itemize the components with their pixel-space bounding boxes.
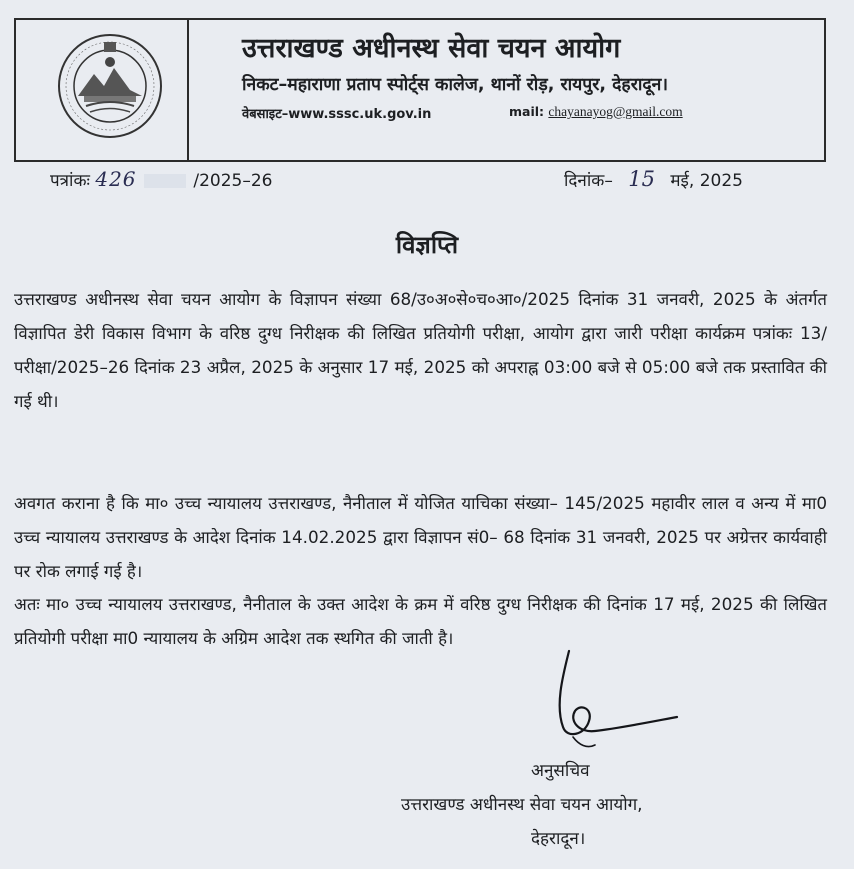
signatory-organization: उत्तराखण्ड अधीनस्थ सेवा चयन आयोग,	[401, 795, 643, 815]
signatory-city: देहरादून।	[531, 829, 586, 849]
notice-paragraph-3: अतः मा० उच्च न्यायालय उत्तराखण्ड, नैनीताल के उक्त आदेश के क्रम में वरिष्ठ दुग्ध निरीक्षक की दिनांक 17 मई, 2025 की लिखित प्रतियोगी परीक्षा मा0 न्यायालय के अग्रिम आदेश तक स्थगित की जाती है।	[14, 594, 827, 648]
mail-address-link[interactable]: chayanayog@gmail.com	[548, 104, 683, 119]
reference-handwritten-number: 426	[95, 167, 137, 191]
organization-name: उत्तराखण्ड अधीनस्थ सेवा चयन आयोग	[242, 33, 621, 64]
handwritten-signature	[545, 645, 695, 755]
letterhead-divider	[187, 20, 189, 160]
reference-suffix: /2025–26	[193, 171, 273, 191]
reference-number	[50, 167, 272, 191]
date-label: दिनांक–	[564, 171, 613, 191]
issue-date	[564, 167, 743, 191]
mail-label: mail:	[509, 104, 545, 119]
commission-seal-emblem	[56, 32, 164, 140]
organization-mail	[509, 104, 683, 120]
notice-title: विज्ञप्ति	[395, 231, 459, 259]
organization-website: वेबसाइट–www.sssc.uk.gov.in	[242, 107, 432, 122]
date-month-year: मई, 2025	[670, 171, 743, 191]
letterhead	[14, 18, 826, 162]
notice-paragraph-1: उत्तराखण्ड अधीनस्थ सेवा चयन आयोग के विज्ञापन संख्या 68/उ०अ०से०च०आ०/2025 दिनांक 31 जनवरी, 2025 के अंतर्गत विज्ञापित डेरी विकास विभाग के वरिष्ठ दुग्ध निरीक्षक की लिखित प्रतियोगी परीक्षा, आयोग द्वारा जारी परीक्षा कार्यक्रम पत्रांकः 13/परीक्षा/2025–26 दिनांक 23 अप्रैल, 2025 के अनुसार 17 मई, 2025 को अपराह्न 03:00 बजे से 05:00 बजे तक प्रस्तावित की गई थी।	[14, 289, 827, 411]
signatory-designation: अनुसचिव	[531, 761, 590, 781]
date-handwritten-day: 15	[628, 167, 655, 191]
organization-address: निकट–महाराणा प्रताप स्पोर्ट्स कालेज, थानों रोड़, रायपुर, देहरादून।	[242, 75, 669, 95]
notice-paragraph-2: अवगत कराना है कि मा० उच्च न्यायालय उत्तराखण्ड, नैनीताल में योजित याचिका संख्या– 145/2025 महावीर लाल व अन्य में मा0 उच्च न्यायालय उत्तराखण्ड के आदेश दिनांक 14.02.2025 द्वारा विज्ञापन सं0– 68 दिनांक 31 जनवरी, 2025 पर अग्रेत्तर कार्यवाही पर रोक लगाई गई है।	[14, 493, 827, 581]
reference-label: पत्रांकः	[50, 171, 90, 191]
reference-smudge	[144, 174, 186, 188]
